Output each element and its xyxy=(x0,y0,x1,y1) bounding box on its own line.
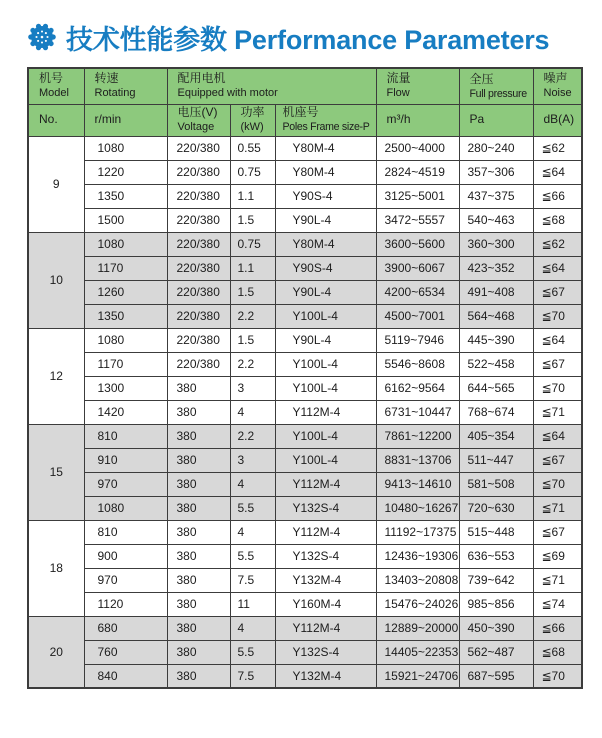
header-rotating-unit: r/min xyxy=(84,104,167,136)
flow-cell: 7861~12200 xyxy=(376,424,459,448)
frame-cell: Y160M-4 xyxy=(275,592,376,616)
frame-cell: Y100L-4 xyxy=(275,376,376,400)
header-model-unit: No. xyxy=(28,104,84,136)
flow-cell: 3472~5557 xyxy=(376,208,459,232)
pressure-cell: 450~390 xyxy=(459,616,533,640)
power-cell: 5.5 xyxy=(230,496,275,520)
rotating-cell: 810 xyxy=(84,424,167,448)
flow-cell: 5119~7946 xyxy=(376,328,459,352)
noise-cell: ≦70 xyxy=(533,304,582,328)
pressure-cell: 357~306 xyxy=(459,160,533,184)
model-number-cell: 20 xyxy=(28,616,84,688)
rotating-cell: 910 xyxy=(84,448,167,472)
frame-cell: Y132M-4 xyxy=(275,568,376,592)
model-number-cell: 15 xyxy=(28,424,84,520)
header-motor-en: Equipped with motor xyxy=(177,87,278,100)
model-number-cell: 9 xyxy=(28,136,84,232)
frame-cell: Y112M-4 xyxy=(275,616,376,640)
page-title: 技术性能参数 Performance Parameters xyxy=(66,24,550,55)
noise-cell: ≦62 xyxy=(533,232,582,256)
table-row xyxy=(28,136,582,160)
noise-cell: ≦64 xyxy=(533,424,582,448)
voltage-cell: 220/380 xyxy=(167,304,230,328)
flow-cell: 2824~4519 xyxy=(376,160,459,184)
rotating-cell: 1500 xyxy=(84,208,167,232)
noise-cell: ≦64 xyxy=(533,328,582,352)
header-power-zh: 功率 xyxy=(240,105,265,120)
noise-cell: ≦71 xyxy=(533,400,582,424)
voltage-cell: 380 xyxy=(167,544,230,568)
header-voltage-zh: 电压(V) xyxy=(177,105,218,120)
frame-cell: Y132S-4 xyxy=(275,640,376,664)
flow-cell: 14405~22353 xyxy=(376,640,459,664)
header-frame-en: Poles Frame size-P xyxy=(282,121,370,134)
flow-cell: 3125~5001 xyxy=(376,184,459,208)
header-flow xyxy=(376,68,459,104)
frame-cell: Y112M-4 xyxy=(275,520,376,544)
voltage-cell: 380 xyxy=(167,664,230,688)
table-row xyxy=(28,424,582,448)
model-number-cell: 18 xyxy=(28,520,84,616)
frame-cell: Y112M-4 xyxy=(275,472,376,496)
frame-cell: Y90S-4 xyxy=(275,184,376,208)
rotating-cell: 1220 xyxy=(84,160,167,184)
voltage-cell: 380 xyxy=(167,592,230,616)
header-noise-zh: 噪声 xyxy=(543,71,568,86)
noise-cell: ≦66 xyxy=(533,616,582,640)
voltage-cell: 380 xyxy=(167,640,230,664)
model-number-cell: 10 xyxy=(28,232,84,328)
pressure-cell: 768~674 xyxy=(459,400,533,424)
pressure-cell: 522~458 xyxy=(459,352,533,376)
rotating-cell: 1080 xyxy=(84,232,167,256)
table-row xyxy=(28,568,582,592)
rotating-cell: 1300 xyxy=(84,376,167,400)
noise-cell: ≦69 xyxy=(533,544,582,568)
voltage-cell: 220/380 xyxy=(167,352,230,376)
power-cell: 3 xyxy=(230,448,275,472)
table-header xyxy=(28,68,582,136)
rotating-cell: 1350 xyxy=(84,184,167,208)
flow-cell: 15476~24026 xyxy=(376,592,459,616)
flow-cell: 3900~6067 xyxy=(376,256,459,280)
fan-wheel-icon xyxy=(27,22,57,52)
rotating-cell: 760 xyxy=(84,640,167,664)
pressure-cell: 562~487 xyxy=(459,640,533,664)
noise-cell: ≦68 xyxy=(533,640,582,664)
flow-cell: 4200~6534 xyxy=(376,280,459,304)
noise-cell: ≦67 xyxy=(533,280,582,304)
rotating-cell: 840 xyxy=(84,664,167,688)
table-row xyxy=(28,400,582,424)
frame-cell: Y132M-4 xyxy=(275,664,376,688)
flow-cell: 4500~7001 xyxy=(376,304,459,328)
power-cell: 7.5 xyxy=(230,664,275,688)
performance-parameters-table xyxy=(27,67,583,689)
noise-cell: ≦71 xyxy=(533,568,582,592)
header-power-en: (kW) xyxy=(240,121,264,134)
table-row xyxy=(28,232,582,256)
power-cell: 0.75 xyxy=(230,160,275,184)
header-row-top xyxy=(28,68,582,104)
pressure-cell: 985~856 xyxy=(459,592,533,616)
table-row xyxy=(28,664,582,688)
pressure-cell: 515~448 xyxy=(459,520,533,544)
power-cell: 4 xyxy=(230,400,275,424)
voltage-cell: 380 xyxy=(167,616,230,640)
flow-cell: 6162~9564 xyxy=(376,376,459,400)
pressure-cell: 445~390 xyxy=(459,328,533,352)
voltage-cell: 380 xyxy=(167,448,230,472)
power-cell: 0.55 xyxy=(230,136,275,160)
flow-cell: 10480~16267 xyxy=(376,496,459,520)
rotating-cell: 810 xyxy=(84,520,167,544)
voltage-cell: 220/380 xyxy=(167,208,230,232)
noise-cell: ≦67 xyxy=(533,520,582,544)
pressure-cell: 423~352 xyxy=(459,256,533,280)
voltage-cell: 380 xyxy=(167,472,230,496)
header-pressure-en: Full pressure xyxy=(469,87,527,100)
pressure-cell: 644~565 xyxy=(459,376,533,400)
voltage-cell: 380 xyxy=(167,400,230,424)
pressure-cell: 540~463 xyxy=(459,208,533,232)
voltage-cell: 380 xyxy=(167,496,230,520)
flow-cell: 13403~20808 xyxy=(376,568,459,592)
model-number-cell: 12 xyxy=(28,328,84,424)
flow-cell: 12436~19306 xyxy=(376,544,459,568)
table-row xyxy=(28,544,582,568)
frame-cell: Y132S-4 xyxy=(275,544,376,568)
power-cell: 1.1 xyxy=(230,184,275,208)
flow-cell: 11192~17375 xyxy=(376,520,459,544)
noise-cell: ≦64 xyxy=(533,160,582,184)
pressure-cell: 564~468 xyxy=(459,304,533,328)
voltage-cell: 220/380 xyxy=(167,232,230,256)
header-motor-zh: 配用电机 xyxy=(177,71,226,86)
catalog-page xyxy=(0,19,602,689)
flow-cell: 15921~24706 xyxy=(376,664,459,688)
rotating-cell: 900 xyxy=(84,544,167,568)
frame-cell: Y112M-4 xyxy=(275,400,376,424)
header-rotating xyxy=(84,68,167,104)
pressure-cell: 360~300 xyxy=(459,232,533,256)
table-row xyxy=(28,592,582,616)
noise-cell: ≦70 xyxy=(533,664,582,688)
frame-cell: Y80M-4 xyxy=(275,136,376,160)
header-pressure-unit: Pa xyxy=(459,104,533,136)
table-row xyxy=(28,376,582,400)
header-motor-group xyxy=(167,68,376,104)
table-row xyxy=(28,496,582,520)
voltage-cell: 380 xyxy=(167,568,230,592)
noise-cell: ≦70 xyxy=(533,376,582,400)
noise-cell: ≦68 xyxy=(533,208,582,232)
header-flow-unit: m³/h xyxy=(376,104,459,136)
frame-cell: Y100L-4 xyxy=(275,352,376,376)
noise-cell: ≦67 xyxy=(533,352,582,376)
table-row xyxy=(28,208,582,232)
voltage-cell: 220/380 xyxy=(167,280,230,304)
pressure-cell: 511~447 xyxy=(459,448,533,472)
flow-cell: 12889~20000 xyxy=(376,616,459,640)
header-noise-en: Noise xyxy=(543,87,572,100)
header-frame-zh: 机座号 xyxy=(282,105,319,120)
header-noise xyxy=(533,68,582,104)
pressure-cell: 636~553 xyxy=(459,544,533,568)
rotating-cell: 1120 xyxy=(84,592,167,616)
power-cell: 1.5 xyxy=(230,280,275,304)
power-cell: 2.2 xyxy=(230,304,275,328)
power-cell: 1.5 xyxy=(230,328,275,352)
voltage-cell: 220/380 xyxy=(167,160,230,184)
power-cell: 3 xyxy=(230,376,275,400)
header-model xyxy=(28,68,84,104)
frame-cell: Y90L-4 xyxy=(275,328,376,352)
rotating-cell: 1170 xyxy=(84,352,167,376)
power-cell: 2.2 xyxy=(230,424,275,448)
flow-cell: 5546~8608 xyxy=(376,352,459,376)
frame-cell: Y132S-4 xyxy=(275,496,376,520)
frame-cell: Y90L-4 xyxy=(275,280,376,304)
power-cell: 5.5 xyxy=(230,640,275,664)
power-cell: 2.2 xyxy=(230,352,275,376)
header-frame xyxy=(275,104,376,136)
power-cell: 11 xyxy=(230,592,275,616)
header-model-en: Model xyxy=(39,87,69,100)
power-cell: 5.5 xyxy=(230,544,275,568)
power-cell: 4 xyxy=(230,472,275,496)
noise-cell: ≦74 xyxy=(533,592,582,616)
frame-cell: Y100L-4 xyxy=(275,424,376,448)
table-row xyxy=(28,616,582,640)
noise-cell: ≦66 xyxy=(533,184,582,208)
header-row-units xyxy=(28,104,582,136)
power-cell: 0.75 xyxy=(230,232,275,256)
pressure-cell: 405~354 xyxy=(459,424,533,448)
table-row xyxy=(28,352,582,376)
header-pressure-zh: 全压 xyxy=(469,71,494,86)
power-cell: 1.1 xyxy=(230,256,275,280)
rotating-cell: 1080 xyxy=(84,496,167,520)
table-row xyxy=(28,256,582,280)
voltage-cell: 220/380 xyxy=(167,136,230,160)
table-row xyxy=(28,520,582,544)
pressure-cell: 491~408 xyxy=(459,280,533,304)
table-row xyxy=(28,304,582,328)
rotating-cell: 680 xyxy=(84,616,167,640)
rotating-cell: 1080 xyxy=(84,328,167,352)
frame-cell: Y100L-4 xyxy=(275,448,376,472)
header-power xyxy=(230,104,275,136)
flow-cell: 6731~10447 xyxy=(376,400,459,424)
header-rotating-en: Rotating xyxy=(94,87,136,100)
rotating-cell: 1170 xyxy=(84,256,167,280)
pressure-cell: 687~595 xyxy=(459,664,533,688)
noise-cell: ≦67 xyxy=(533,448,582,472)
power-cell: 7.5 xyxy=(230,568,275,592)
header-voltage-en: Voltage xyxy=(177,121,215,134)
header-model-zh: 机号 xyxy=(39,71,64,86)
table-row xyxy=(28,280,582,304)
pressure-cell: 720~630 xyxy=(459,496,533,520)
header-voltage xyxy=(167,104,230,136)
header-noise-unit: dB(A) xyxy=(533,104,582,136)
table-row xyxy=(28,160,582,184)
rotating-cell: 1080 xyxy=(84,136,167,160)
rotating-cell: 1350 xyxy=(84,304,167,328)
page-header xyxy=(27,19,602,55)
voltage-cell: 220/380 xyxy=(167,256,230,280)
flow-cell: 3600~5600 xyxy=(376,232,459,256)
rotating-cell: 1420 xyxy=(84,400,167,424)
table-body xyxy=(28,136,582,688)
header-flow-en: Flow xyxy=(386,87,410,100)
voltage-cell: 380 xyxy=(167,424,230,448)
pressure-cell: 739~642 xyxy=(459,568,533,592)
voltage-cell: 220/380 xyxy=(167,328,230,352)
power-cell: 1.5 xyxy=(230,208,275,232)
pressure-cell: 437~375 xyxy=(459,184,533,208)
flow-cell: 9413~14610 xyxy=(376,472,459,496)
power-cell: 4 xyxy=(230,520,275,544)
flow-cell: 8831~13706 xyxy=(376,448,459,472)
header-flow-zh: 流量 xyxy=(386,71,411,86)
header-pressure xyxy=(459,68,533,104)
table-row xyxy=(28,640,582,664)
frame-cell: Y80M-4 xyxy=(275,160,376,184)
frame-cell: Y80M-4 xyxy=(275,232,376,256)
voltage-cell: 220/380 xyxy=(167,184,230,208)
noise-cell: ≦71 xyxy=(533,496,582,520)
frame-cell: Y100L-4 xyxy=(275,304,376,328)
pressure-cell: 280~240 xyxy=(459,136,533,160)
power-cell: 4 xyxy=(230,616,275,640)
pressure-cell: 581~508 xyxy=(459,472,533,496)
flow-cell: 2500~4000 xyxy=(376,136,459,160)
rotating-cell: 970 xyxy=(84,568,167,592)
rotating-cell: 1260 xyxy=(84,280,167,304)
rotating-cell: 970 xyxy=(84,472,167,496)
noise-cell: ≦64 xyxy=(533,256,582,280)
frame-cell: Y90L-4 xyxy=(275,208,376,232)
table-row xyxy=(28,472,582,496)
voltage-cell: 380 xyxy=(167,376,230,400)
header-rotating-zh: 转速 xyxy=(94,71,119,86)
voltage-cell: 380 xyxy=(167,520,230,544)
frame-cell: Y90S-4 xyxy=(275,256,376,280)
table-row xyxy=(28,328,582,352)
table-row xyxy=(28,448,582,472)
table-row xyxy=(28,184,582,208)
noise-cell: ≦62 xyxy=(533,136,582,160)
noise-cell: ≦70 xyxy=(533,472,582,496)
